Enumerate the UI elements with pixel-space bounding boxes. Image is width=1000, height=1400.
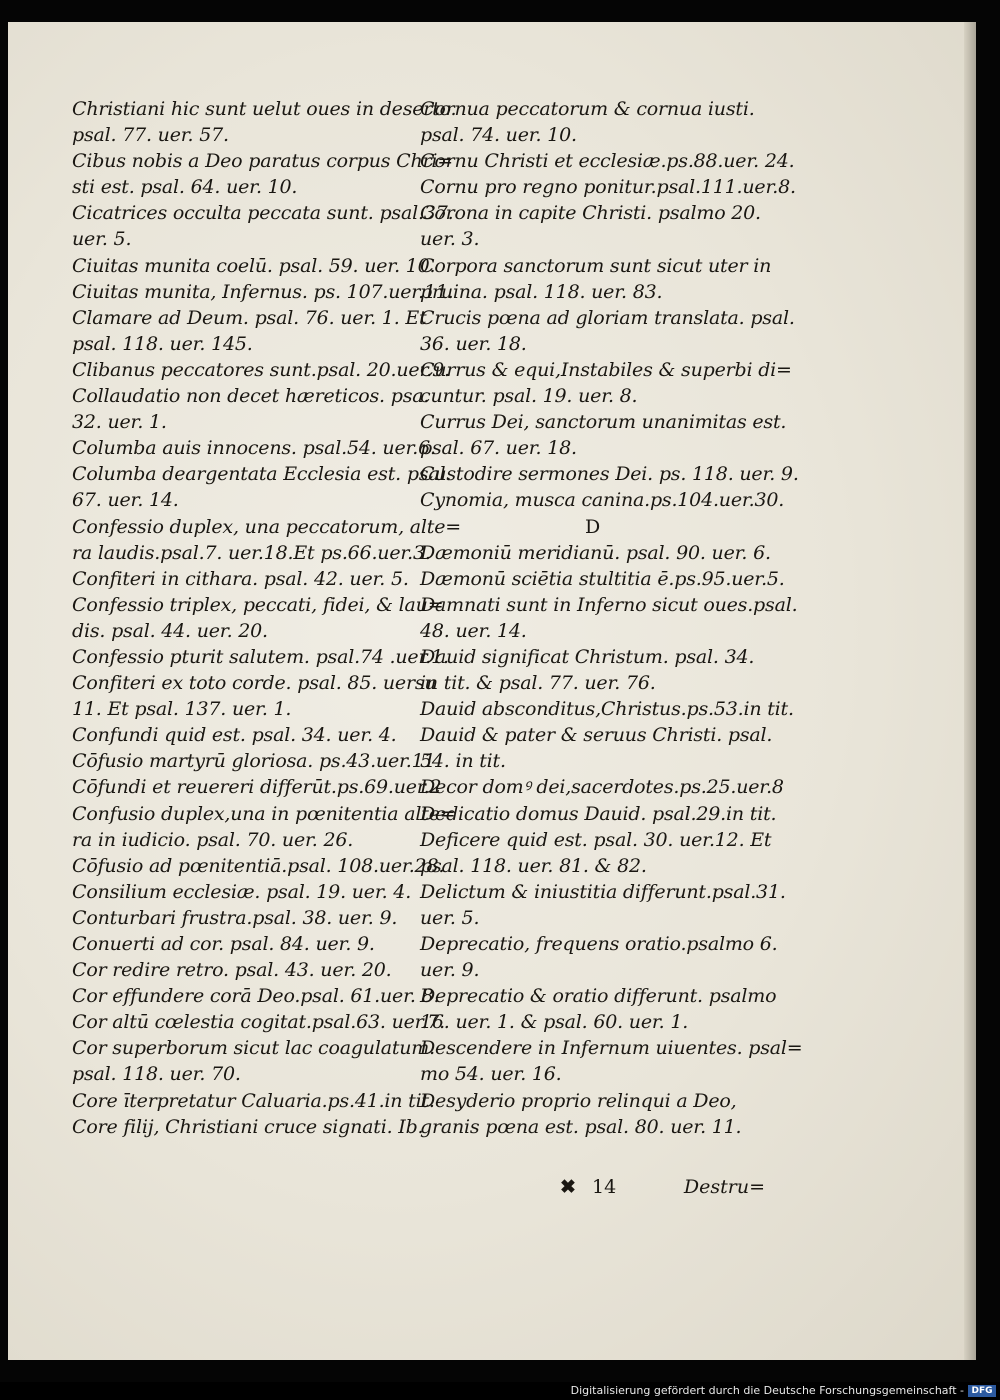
index-entry-line: Delictum & iniustitia differunt.psal.31. [420, 880, 786, 903]
index-entry-line: Corpora sanctorum sunt sicut uter in [420, 254, 772, 277]
index-entry-line: Cor altū cœlestia cogitat.psal.63. uer.7. [72, 1011, 446, 1034]
index-entry-line: Cornu Christi et ecclesiæ.ps.88.uer. 24. [420, 150, 795, 173]
index-entry-line: Cornu pro regno ponitur.psal.111.uer.8. [420, 176, 796, 199]
catchword: Destru= [683, 1176, 765, 1198]
index-entry-line: granis pœna est. psal. 80. uer. 11. [420, 1115, 742, 1138]
index-entry-line: 36. uer. 18. [420, 332, 527, 355]
index-entry-line: pruina. psal. 118. uer. 83. [420, 280, 663, 303]
index-entry-line: Core īterpretatur Caluaria.ps.41.in tit. [72, 1089, 435, 1112]
page-footer [420, 1176, 765, 1204]
index-entry-line: 32. uer. 1. [72, 411, 167, 434]
index-entry-line: Ciuitas munita coelū. psal. 59. uer. 10. [72, 254, 436, 277]
index-entry-line: 11. Et psal. 137. uer. 1. [72, 698, 292, 721]
index-entry-line: 54. in tit. [420, 750, 506, 773]
page-edge-shadow [964, 22, 976, 1360]
index-entry-line: Damnati sunt in Inferno sicut oues.psal. [420, 593, 798, 616]
index-entry-line: dis. psal. 44. uer. 20. [72, 619, 268, 642]
index-entry-line: Dedicatio domus Dauid. psal.29.in tit. [420, 802, 777, 825]
dfg-logo: DFG [968, 1385, 996, 1397]
index-entry-line: 16. uer. 1. & psal. 60. uer. 1. [420, 1011, 689, 1034]
index-entry-line: Dæmoniū meridianū. psal. 90. uer. 6. [420, 541, 771, 564]
index-entry-line: 48. uer. 14. [420, 619, 527, 642]
index-entry-line: cuntur. psal. 19. uer. 8. [420, 385, 638, 408]
index-entry-line: Conuerti ad cor. psal. 84. uer. 9. [72, 933, 375, 955]
index-entry-line: Confiteri in cithara. psal. 42. uer. 5. [72, 567, 409, 590]
index-entry-line: Dauid absconditus,Christus.ps.53.in tit. [420, 698, 794, 721]
index-entry-line: Consilium ecclesiæ. psal. 19. uer. 4. [72, 880, 412, 903]
index-entry-line: psal. 67. uer. 18. [420, 437, 577, 460]
index-entry-line: Core filij, Christiani cruce signati. Ib. [72, 1115, 424, 1138]
index-entry-line: Cornua peccatorum & cornua iusti. [420, 98, 755, 120]
index-entry-line: Currus & equi,Instabiles & superbi di= [420, 358, 792, 381]
signature-mark: ✖ [560, 1176, 576, 1198]
index-entry-line: Decor domꝰ dei,sacerdotes.ps.25.uer.8 [420, 776, 784, 799]
index-column-left [72, 96, 461, 1140]
index-entry-line: Ciuitas munita, Infernus. ps. 107.uer.11. [72, 280, 454, 303]
index-entry-line: Cor effundere corā Deo.psal. 61.uer. 8. [72, 985, 440, 1008]
index-entry-line: Confessio pturit salutem. psal.74 .uer.1. [72, 645, 449, 668]
index-entry-line: Cor redire retro. psal. 43. uer. 20. [72, 959, 392, 982]
index-entry-line: Confiteri ex toto corde. psal. 85. uersu [72, 672, 437, 695]
index-entry-line: psal. 118. uer. 70. [72, 1063, 241, 1086]
index-entry-line: Clamare ad Deum. psal. 76. uer. 1. Et [72, 306, 427, 329]
index-entry-line: Christiani hic sunt uelut oues in deserto. [72, 98, 457, 120]
index-column-right [420, 96, 803, 1140]
index-entry-line: Confessio duplex, una peccatorum, alte= [72, 515, 461, 538]
index-entry-line: Cicatrices occulta peccata sunt. psal.37. [72, 202, 454, 225]
index-entry-line: mo 54. uer. 16. [420, 1063, 562, 1086]
index-entry-line: psal. 77. uer. 57. [72, 124, 229, 147]
index-entry-line: Cynomia, musca canina.ps.104.uer.30. [420, 489, 785, 512]
index-entry-line: Cōfusio martyrū gloriosa. ps.43.uer.11 [72, 750, 436, 773]
index-entry-line: Deficere quid est. psal. 30. uer.12. Et [420, 828, 772, 851]
index-entry-line: Currus Dei, sanctorum unanimitas est. [420, 411, 787, 434]
signature-number: 14 [592, 1176, 617, 1198]
index-entry-line: Dauid & pater & seruus Christi. psal. [420, 724, 773, 747]
index-entry-line: Cor superborum sicut lac coagulatum. [72, 1037, 435, 1060]
index-entry-line: ra in iudicio. psal. 70. uer. 26. [72, 828, 354, 851]
index-entry-line: Collaudatio non decet hæreticos. psa. [72, 385, 430, 408]
index-entry-line: psal. 118. uer. 81. & 82. [420, 854, 647, 877]
index-entry-line: Cōfusio ad pœnitentiā.psal. 108.uer.28. [72, 854, 445, 877]
index-entry-line: sti est. psal. 64. uer. 10. [72, 176, 298, 199]
index-entry-line: Descendere in Infernum uiuentes. psal= [420, 1037, 803, 1060]
index-entry-line: Custodire sermones Dei. ps. 118. uer. 9. [420, 463, 799, 486]
index-entry-line: uer. 3. [420, 228, 480, 251]
index-entry-line: Confundi quid est. psal. 34. uer. 4. [72, 724, 397, 747]
index-entry-line: Desyderio proprio relinqui a Deo, [420, 1089, 737, 1112]
index-entry-line: Clibanus peccatores sunt.psal. 20.uer.9. [72, 358, 450, 381]
index-entry-line: Dæmonū sciētia stultitia ē.ps.95.uer.5. [420, 567, 785, 590]
index-entry-line: uer. 5. [420, 906, 480, 929]
index-entry-line: 67. uer. 14. [72, 489, 179, 512]
index-entry-line: Confusio duplex,una in pœnitentia alte= [72, 802, 456, 825]
index-entry-line: Cibus nobis a Deo paratus corpus Chri= [72, 150, 454, 173]
index-entry-line: Conturbari frustra.psal. 38. uer. 9. [72, 906, 398, 929]
index-entry-line: Columba deargentata Ecclesia est. psal. [72, 463, 452, 486]
index-entry-line: Deprecatio & oratio differunt. psalmo [420, 985, 777, 1008]
index-entry-line: Corona in capite Christi. psalmo 20. [420, 202, 761, 225]
index-entry-line: in tit. & psal. 77. uer. 76. [420, 672, 656, 695]
index-entry-line: Dauid significat Christum. psal. 34. [420, 645, 755, 668]
index-entry-line: Columba auis innocens. psal.54. uer.6. [72, 437, 436, 460]
attribution-text: Digitalisierung gefördert durch die Deutsche Forschungsgemeinschaft - [570, 1384, 964, 1397]
index-entry-line: psal. 118. uer. 145. [72, 332, 253, 355]
index-entry-line: Cōfundi et reuereri differūt.ps.69.uer.2 [72, 776, 442, 799]
index-entry-line: uer. 5. [72, 228, 132, 251]
index-entry-line: ra laudis.psal.7. uer.18.Et ps.66.uer.3. [72, 541, 431, 564]
index-entry-line: Deprecatio, frequens oratio.psalmo 6. [420, 933, 778, 955]
index-entry-line: Confessio triplex, peccati, fidei, & lau= [72, 593, 444, 616]
index-entry-line: psal. 74. uer. 10. [420, 124, 577, 147]
index-entry-line: Crucis pœna ad gloriam translata. psal. [420, 306, 795, 329]
section-letter-heading: D [584, 515, 601, 538]
index-entry-line: uer. 9. [420, 959, 480, 982]
